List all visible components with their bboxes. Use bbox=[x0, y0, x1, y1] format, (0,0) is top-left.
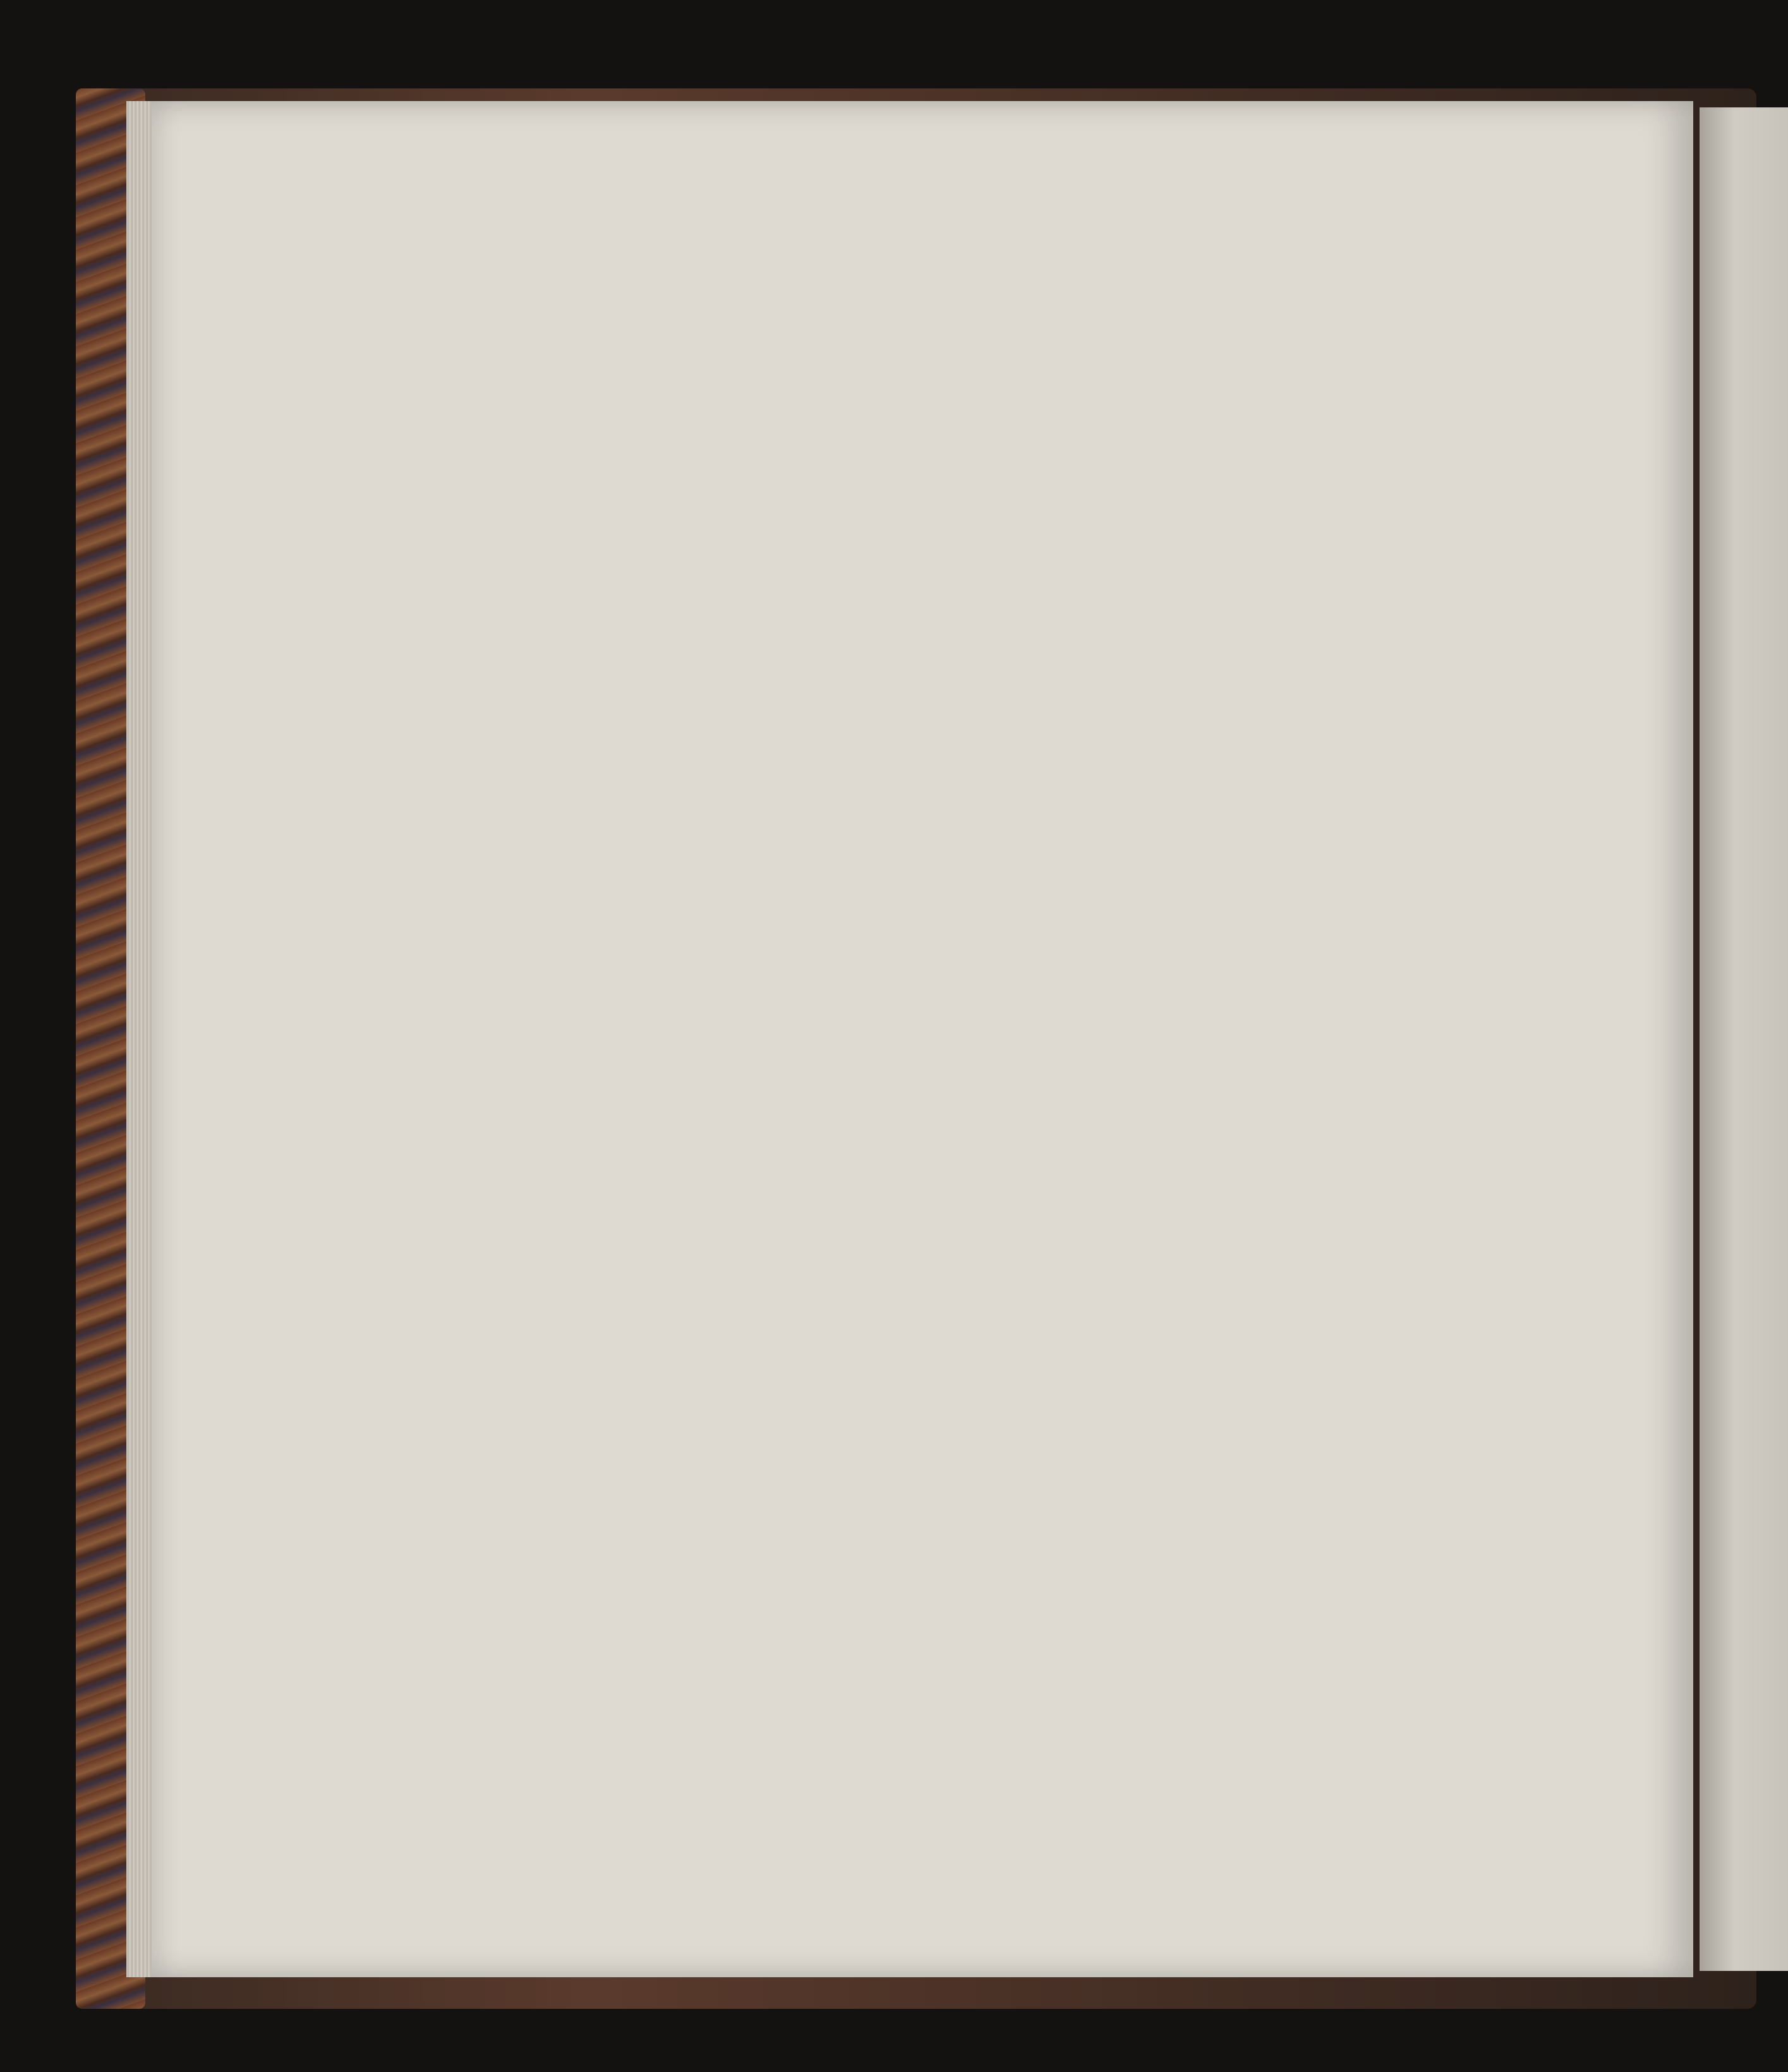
facing-page-edge bbox=[1700, 107, 1788, 1971]
book-page bbox=[152, 101, 1693, 1977]
